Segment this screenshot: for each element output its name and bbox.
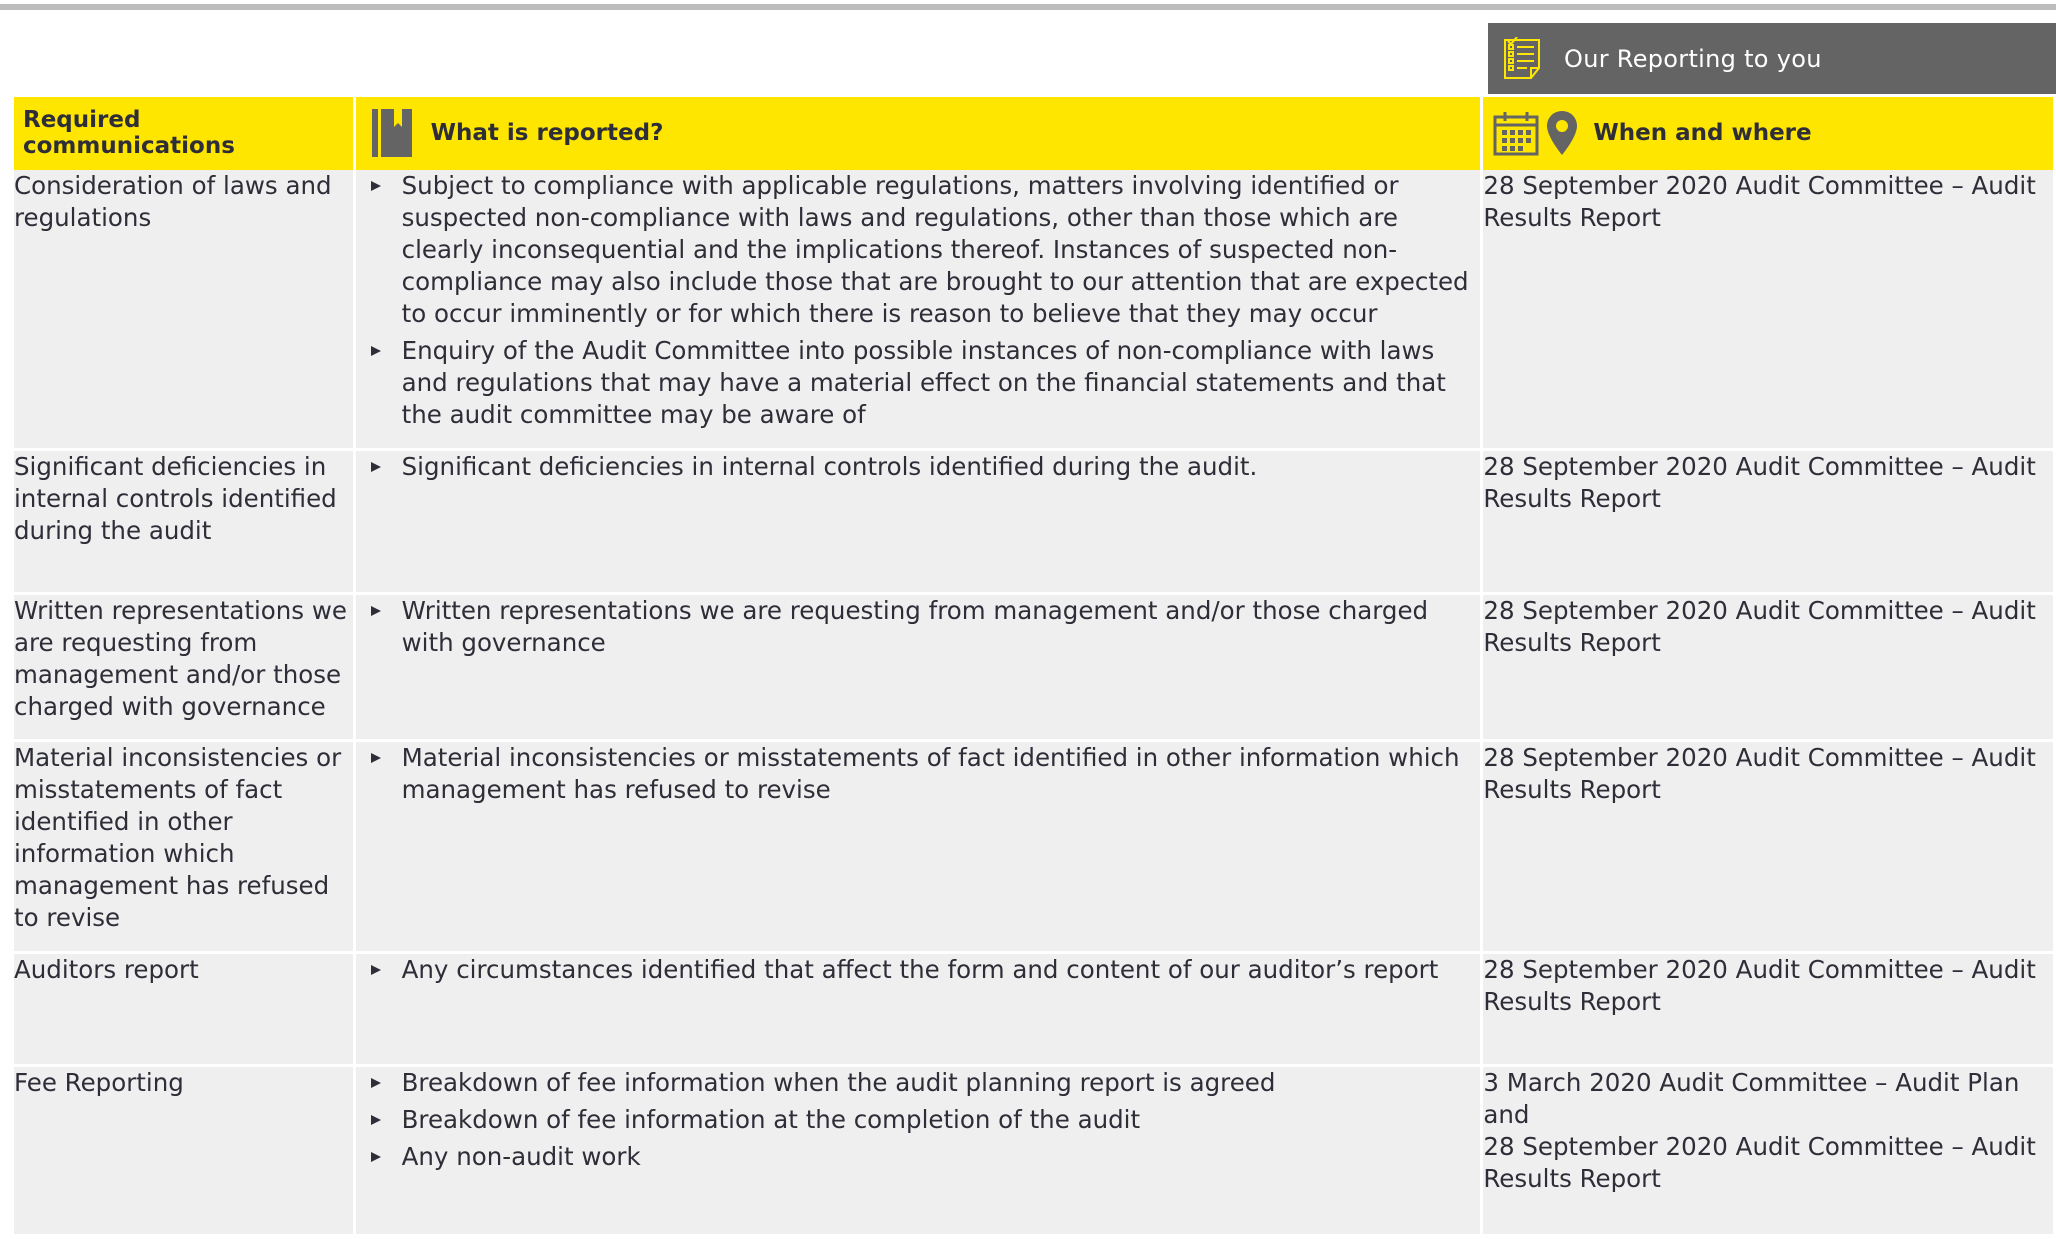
bullet-triangle-icon <box>371 606 381 616</box>
reported-cell <box>356 1067 1481 1237</box>
when-where-text: 28 September 2020 Audit Committee – Audit Results Report <box>1483 1132 2036 1193</box>
communication-cell <box>14 170 353 451</box>
bullet-triangle-icon <box>371 753 381 763</box>
communications-table <box>11 97 2056 1237</box>
header-what-is-reported <box>356 97 1481 170</box>
table-row <box>14 742 2053 954</box>
when-where-cell <box>1483 1067 2053 1237</box>
when-where-cell <box>1483 170 2053 451</box>
list-item: Breakdown of fee information at the completion of the audit <box>356 1104 1481 1136</box>
list-item: Breakdown of fee information when the audit planning report is agreed <box>356 1067 1481 1099</box>
checklist-document-icon <box>1502 37 1544 81</box>
list-item: Any non-audit work <box>356 1141 1481 1173</box>
reported-cell <box>356 595 1481 742</box>
when-where-text: 28 September 2020 Audit Committee – Audit Results Report <box>1483 596 2036 657</box>
reported-list <box>356 170 1481 431</box>
table-row <box>14 170 2053 451</box>
list-item: Written representations we are requesting from management and/or those charged with governance <box>356 595 1481 659</box>
header-required-communications <box>14 97 353 170</box>
communication-cell <box>14 451 353 595</box>
list-item: Significant deficiencies in internal controls identified during the audit. <box>356 451 1481 483</box>
list-item: Enquiry of the Audit Committee into possible instances of non-compliance with laws and regulations that may have a material effect on the financial statements and that the audit committee may be aware of <box>356 335 1481 431</box>
communication-label: Significant deficiencies in internal controls identified during the audit <box>14 452 337 545</box>
reported-list <box>356 451 1481 483</box>
bullet-triangle-icon <box>371 1078 381 1088</box>
table-header-row <box>14 97 2053 170</box>
table-row <box>14 954 2053 1067</box>
header-when-and-where <box>1483 97 2053 170</box>
header-col2-label: What is reported? <box>430 120 664 146</box>
when-where-text: 28 September 2020 Audit Committee – Audit Results Report <box>1483 452 2036 513</box>
list-item: Subject to compliance with applicable regulations, matters involving identified or suspected non-compliance with laws and regulations, other than those which are clearly inconsequential and the implications thereof. Instances of suspected non-compliance may also include those that are brought to our attention that are expected to occur imminently or for which there is reason to believe that they may occur <box>356 170 1481 330</box>
reported-cell <box>356 451 1481 595</box>
table-row <box>14 1067 2053 1237</box>
communication-label: Auditors report <box>14 955 199 984</box>
table-row <box>14 595 2053 742</box>
reporting-tab-title: Our Reporting to you <box>1564 44 1822 73</box>
communication-label: Fee Reporting <box>14 1068 184 1097</box>
communication-cell <box>14 742 353 954</box>
communication-cell <box>14 954 353 1067</box>
list-item: Material inconsistencies or misstatements of fact identified in other information which management has refused to revise <box>356 742 1481 806</box>
communication-cell <box>14 595 353 742</box>
bullet-triangle-icon <box>371 965 381 975</box>
top-divider <box>0 4 2056 10</box>
when-where-text: 28 September 2020 Audit Committee – Audit Results Report <box>1483 743 2036 804</box>
header-col3-label: When and where <box>1593 120 1812 146</box>
bullet-triangle-icon <box>371 346 381 356</box>
notebook-icon <box>372 108 412 158</box>
reported-list <box>356 595 1481 659</box>
bullet-triangle-icon <box>371 1115 381 1125</box>
reported-cell <box>356 954 1481 1067</box>
when-where-text: 28 September 2020 Audit Committee – Audit Results Report <box>1483 955 2036 1016</box>
when-where-cell <box>1483 742 2053 954</box>
when-where-cell <box>1483 595 2053 742</box>
header-col1-label: Required communications <box>23 107 235 159</box>
communication-label: Consideration of laws and regulations <box>14 171 332 232</box>
reporting-tab <box>1488 23 2056 94</box>
reported-list <box>356 954 1481 986</box>
when-where-text: 3 March 2020 Audit Committee – Audit Plan and <box>1483 1068 2020 1129</box>
bullet-triangle-icon <box>371 181 381 191</box>
when-where-cell <box>1483 451 2053 595</box>
list-item: Any circumstances identified that affect the form and content of our auditor’s report <box>356 954 1481 986</box>
when-where-cell <box>1483 954 2053 1067</box>
reported-cell <box>356 742 1481 954</box>
table-row <box>14 451 2053 595</box>
communication-label: Written representations we are requesting from management and/or those charged with governance <box>14 596 347 721</box>
communication-label: Material inconsistencies or misstatements of fact identified in other information which management has refused to revise <box>14 743 342 932</box>
when-where-text: 28 September 2020 Audit Committee – Audit Results Report <box>1483 171 2036 232</box>
reported-list <box>356 1067 1481 1173</box>
location-pin-icon <box>1545 110 1579 156</box>
reported-list <box>356 742 1481 806</box>
reported-cell <box>356 170 1481 451</box>
communication-cell <box>14 1067 353 1237</box>
bullet-triangle-icon <box>371 1152 381 1162</box>
bullet-triangle-icon <box>371 462 381 472</box>
calendar-icon <box>1493 110 1539 156</box>
